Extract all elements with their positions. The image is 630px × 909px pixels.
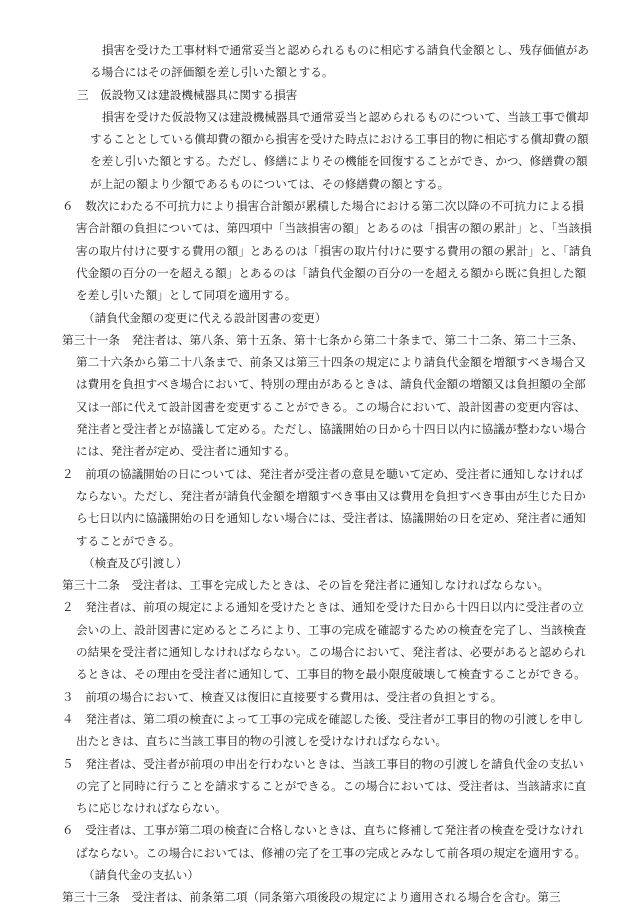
article-32-paragraph-6: ６ 受注者は、工事が第二項の検査に合格しないときは、直ちに修補して発注者の検査を受けなければならない。この場合においては、修補の完了を工事の完成とみなして前各項の規定を適用する。 bbox=[62, 823, 587, 860]
paragraph-temporary-structures-damage: 損害を受けた仮設物又は建設機械器具で通常妥当と認められるものについて、当該工事で償却することとしている償却費の額から損害を受けた時点における工事目的物に相応する償却費の額を差し引いた額とする。ただし、修繕によりその機能を回復することができ、かつ、修繕費の額が上記の額より少額であるものについては、その修繕費の額とする。 bbox=[90, 109, 589, 191]
caption-payment: （請負代金の支払い） bbox=[83, 867, 199, 882]
article-32: 第三十二条 受注者は、工事を完成したときは、その旨を発注者に通知しなければならない。 bbox=[62, 578, 549, 593]
article-32-paragraph-2: ２ 発注者は、前項の規定による通知を受けたときは、通知を受けた日から十四日以内に受注者の立会いの上、設計図書に定めるところにより、工事の完成を確認するための検査を完了し、当該検査の結果を受注者に通知しなければならない。この場合において、発注者は、必要があると認められるときは、その理由を受注者に通知して、工事目的物を最小限度破壊して検査することができる。 bbox=[62, 600, 587, 682]
item-heading-temporary-structures: 三 仮設物又は建設機械器具に関する損害 bbox=[77, 87, 298, 102]
article-33: 第三十三条 受注者は、前条第二項（同条第六項後段の規定により適用される場合を含む。第三 bbox=[62, 890, 561, 905]
article-31: 第三十一条 発注者は、第八条、第十五条、第十七条から第二十条まで、第二十二条、第二十三条、第二十六条から第二十八条まで、前条又は第三十四条の規定により請負代金額を増額すべき場合又は費用を負担すべき場合において、特別の理由があるときは、請負代金額の増額又は負担額の全部又は一部に代えて設計図書を変更することができる。この場合において、設計図書の変更内容は、発注者と受注者とが協議して定める。ただし、協議開始の日から十四日以内に協議が整わない場合には、発注者が定め、受注者に通知する。 bbox=[62, 332, 587, 459]
article-32-paragraph-5: ５ 発注者は、受注者が前項の申出を行わないときは、当該工事目的物の引渡しを請負代金の支払いの完了と同時に行うことを請求することができる。この場合においては、受注者は、当該請求に直ちに応じなければならない。 bbox=[62, 756, 587, 816]
paragraph-material-damage: 損害を受けた工事材料で通常妥当と認められるものに相応する請負代金額とし、残存価値がある場合にはその評価額を差し引いた額とする。 bbox=[90, 43, 589, 80]
article-32-paragraph-4: ４ 発注者は、第二項の検査によって工事の完成を確認した後、受注者が工事目的物の引渡しを申し出たときは、直ちに当該工事目的物の引渡しを受けなければならない。 bbox=[62, 711, 584, 749]
article-31-paragraph-2: ２ 前項の協議開始の日については、発注者が受注者の意見を聴いて定め、受注者に通知しなければならない。ただし、発注者が請負代金額を増額すべき事由又は費用を負担すべき事由が生じた日から七日以内に協議開始の日を通知しない場合には、受注者は、協議開始の日を定め、発注者に通知することができる。 bbox=[62, 466, 586, 548]
paragraph-6-cumulative-damage: ６ 数次にわたる不可抗力により損害合計額が累積した場合における第二次以降の不可抗力による損害合計額の負担については、第四項中「当該損害の額」とあるのは「損害の額の累計」と、「当該損害の取片付けに要する費用の額」とあるのは「損害の取片付けに要する費用の額の累計」と、「請負代金額の百分の一を超える額」とあるのは「請負代金額の百分の一を超える額から既に負担した額を差し引いた額」として同項を適用する。 bbox=[62, 199, 592, 303]
article-32-paragraph-3: ３ 前項の場合において、検査又は復旧に直接要する費用は、受注者の負担とする。 bbox=[62, 689, 503, 704]
caption-inspection-delivery: （検査及び引渡し） bbox=[83, 555, 188, 570]
caption-design-change: （請負代金額の変更に代える設計図書の変更） bbox=[83, 310, 327, 325]
